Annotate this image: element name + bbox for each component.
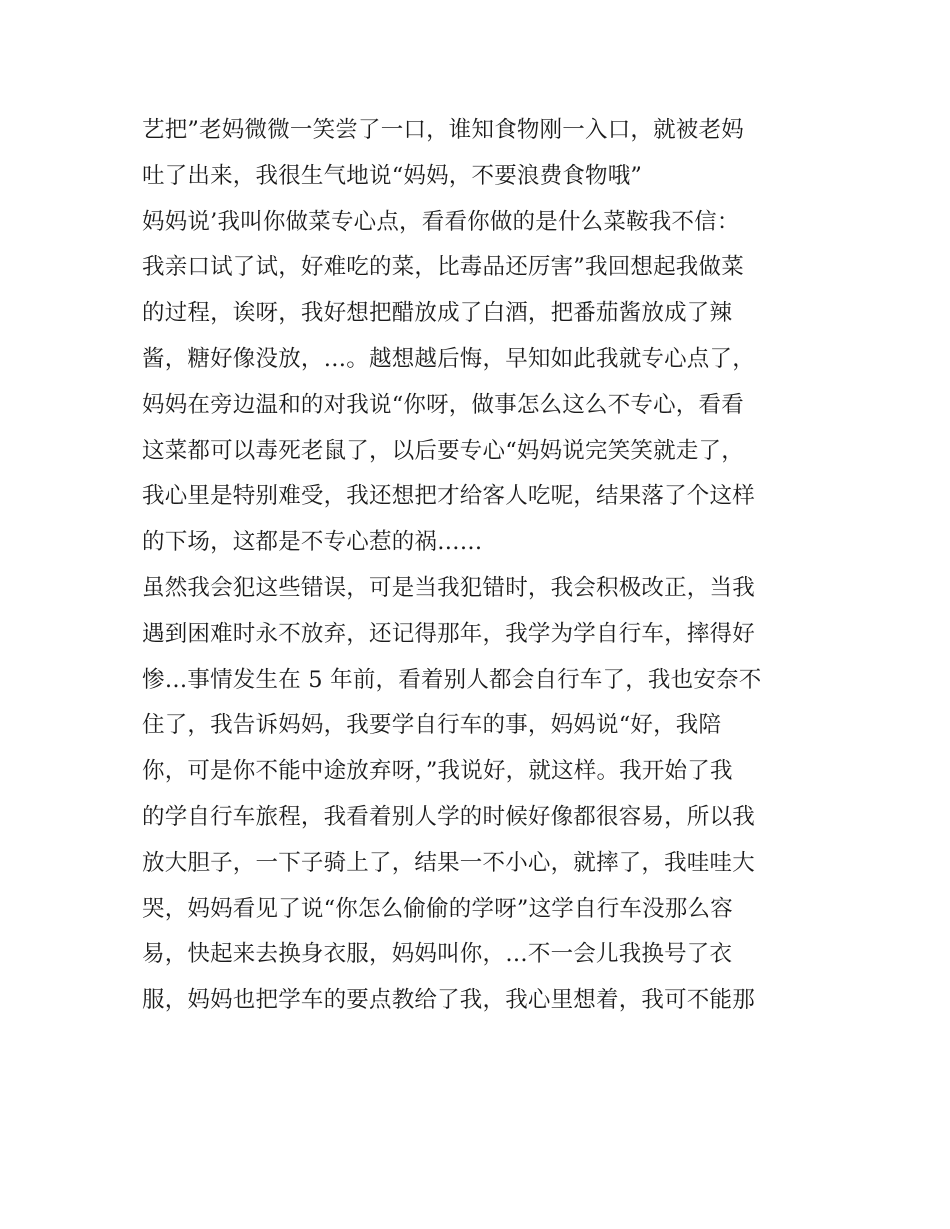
text-line: 惨…事情发生在 5 年前，看着别人都会自行车了，我也安奈不 xyxy=(142,666,762,693)
text-line: 服，妈妈也把学车的要点教给了我，我心里想着，我可不能那 xyxy=(142,987,755,1014)
text-line: 的下场，这都是不专心惹的祸…… xyxy=(142,529,483,556)
text-line: 遇到困难时永不放弃，还记得那年，我学为学自行车，摔得好 xyxy=(142,620,755,647)
text-line: 吐了出来，我很生气地说“妈妈，不要浪费食物哦” xyxy=(142,162,643,189)
text-line: 这菜都可以毒死老鼠了，以后要专心“妈妈说完笑笑就走了， xyxy=(142,437,744,464)
text-line: 的学自行车旅程，我看着别人学的时候好像都很容易，所以我 xyxy=(142,803,755,830)
text-line: 妈妈说’我叫你做菜专心点，看看你做的是什么菜鞍我不信： xyxy=(142,208,740,235)
text-line: 你，可是你不能中途放弃呀，”我说好，就这样。我开始了我 xyxy=(142,758,733,785)
text-line: 我亲口试了试，好难吃的菜，比毒品还厉害”我回想起我做菜 xyxy=(142,254,744,281)
text-line: 住了，我告诉妈妈，我要学自行车的事，妈妈说“好，我陪 xyxy=(142,712,722,739)
text-line: 我心里是特别难受，我还想把才给客人吃呢，结果落了个这样 xyxy=(142,483,755,510)
text-line: 妈妈在旁边温和的对我说“你呀，做事怎么这么不专心，看看 xyxy=(142,391,744,418)
text-line: 酱，糖好像没放，…。越想越后悔，早知如此我就专心点了， xyxy=(142,345,755,372)
document-body xyxy=(142,108,822,1024)
text-line: 放大胆子，一下子骑上了，结果一不小心，就摔了，我哇哇大 xyxy=(142,849,755,876)
text-line: 虽然我会犯这些错误，可是当我犯错时，我会积极改正，当我 xyxy=(142,574,755,601)
text-line: 的过程，诶呀，我好想把醋放成了白酒，把番茄酱放成了辣 xyxy=(142,300,733,327)
text-line: 易，快起来去换身衣服，妈妈叫你，…不一会儿我换号了衣 xyxy=(142,941,733,968)
text-line: 艺把”老妈微微一笑尝了一口，谁知食物刚一入口，就被老妈 xyxy=(142,117,744,143)
text-line: 哭，妈妈看见了说“你怎么偷偷的学呀”这学自行车没那么容 xyxy=(142,895,733,922)
